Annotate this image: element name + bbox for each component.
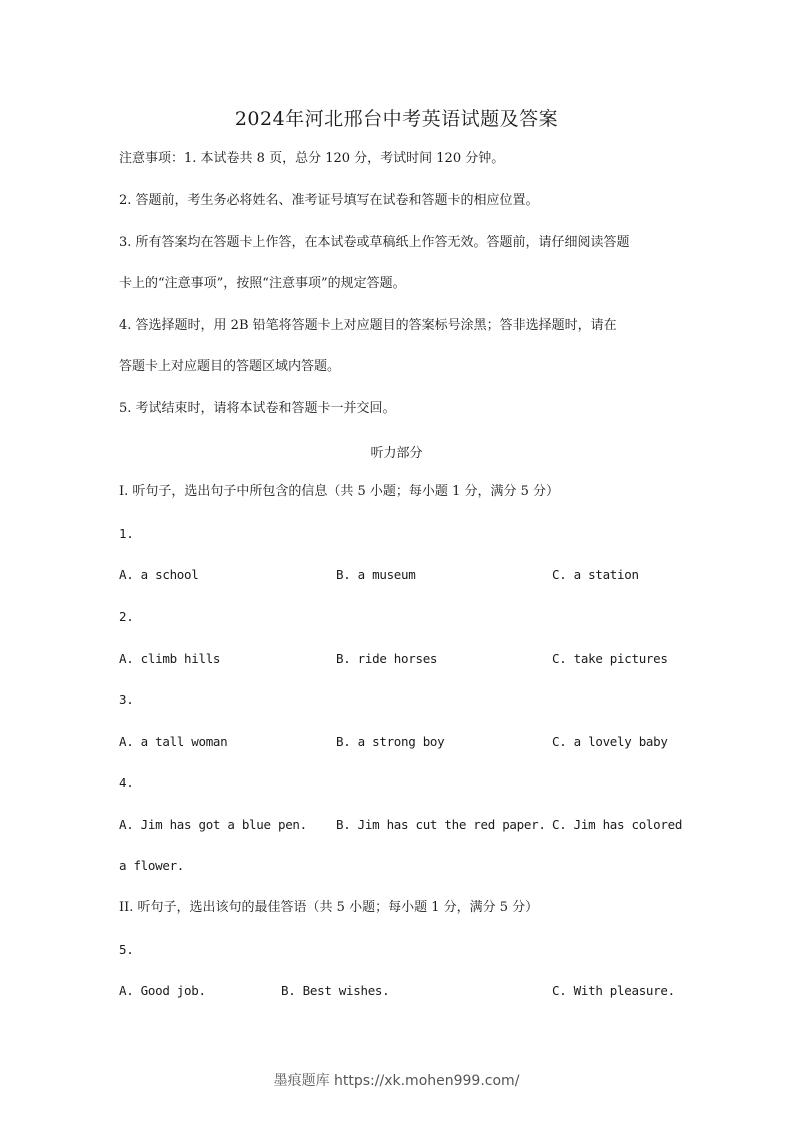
option-a: A. Jim has got a blue pen. (119, 817, 307, 832)
note-4-line-1: 4. 答选择题时，用 2B 铅笔将答题卡上对应题目的答案标号涂黑；答非选择题时，请在 (119, 318, 617, 333)
note-2: 2. 答题前，考生务必将姓名、准考证号填写在试卷和答题卡的相应位置。 (119, 193, 539, 208)
option-b: B. Best wishes. (281, 983, 390, 998)
listening-section-heading: 听力部分 (370, 446, 423, 461)
note-1: 注意事项：1. 本试卷共 8 页，总分 120 分，考试时间 120 分钟。 (119, 151, 505, 166)
page-title: 2024年河北邢台中考英语试题及答案 (234, 108, 559, 130)
option-c: C. With pleasure. (552, 983, 675, 998)
question-number: 5. (119, 942, 134, 957)
option-c: C. take pictures (552, 651, 668, 666)
option-b: B. a museum (336, 567, 416, 582)
option-b: B. Jim has cut the red paper. (336, 817, 546, 832)
question-number: 1. (119, 526, 134, 541)
note-5: 5. 考试结束时，请将本试卷和答题卡一并交回。 (119, 401, 396, 416)
option-a: A. a tall woman (119, 734, 228, 749)
option-c: C. a lovely baby (552, 734, 668, 749)
note-4-line-2: 答题卡上对应题目的答题区域内答题。 (119, 359, 341, 374)
option-a: A. a school (119, 567, 199, 582)
note-3-line-1: 3. 所有答案均在答题卡上作答，在本试卷或草稿纸上作答无效。答题前，请仔细阅读答题 (119, 235, 630, 250)
part-2-heading: II. 听句子，选出该句的最佳答语（共 5 小题；每小题 1 分，满分 5 分） (119, 900, 539, 915)
option-b: B. a strong boy (336, 734, 445, 749)
footer-watermark: 墨痕题库 https://xk.mohen999.com/ (273, 1073, 520, 1089)
question-number: 4. (119, 775, 134, 790)
option-c-continuation: a flower. (119, 858, 185, 873)
question-number: 2. (119, 609, 134, 624)
option-a: A. Good job. (119, 983, 206, 998)
option-c: C. a station (552, 567, 639, 582)
question-number: 3. (119, 692, 134, 707)
option-b: B. ride horses (336, 651, 438, 666)
option-a: A. climb hills (119, 651, 221, 666)
part-1-heading: I. 听句子，选出句子中所包含的信息（共 5 小题；每小题 1 分，满分 5 分） (119, 484, 560, 499)
note-3-line-2: 卡上的“注意事项”，按照“注意事项”的规定答题。 (119, 276, 406, 291)
option-c: C. Jim has colored (552, 817, 683, 832)
